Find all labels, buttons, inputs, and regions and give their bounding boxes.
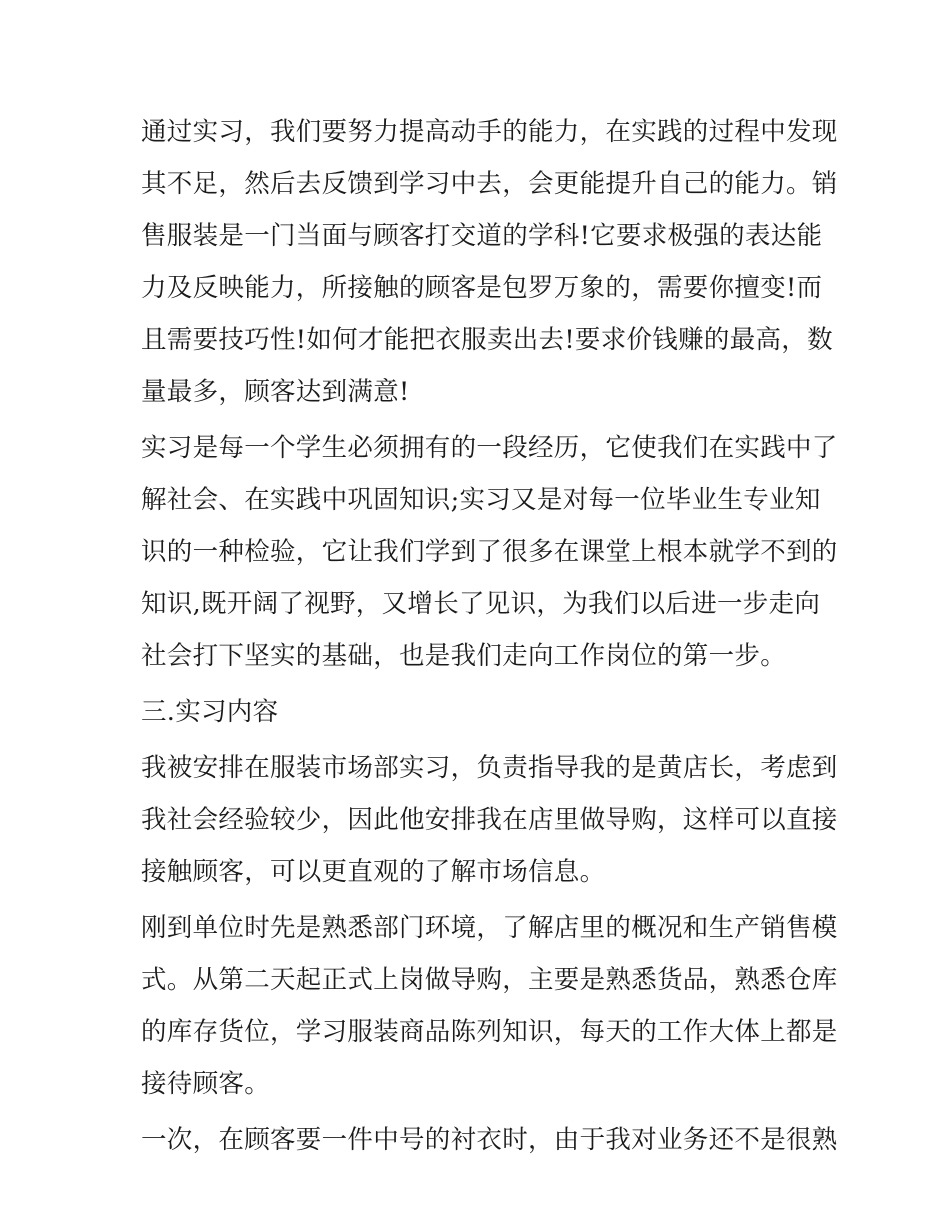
text-line: 我被安排在服装市场部实习，负责指导我的是黄店长，考虑到 bbox=[141, 753, 838, 783]
paragraph-internship-ability bbox=[141, 106, 838, 418]
text-line: 力及反映能力，所接触的顾客是包罗万象的，需要你擅变!而 bbox=[141, 273, 823, 303]
text-line: 识的一种检验，它让我们学到了很多在课堂上根本就学不到的 bbox=[141, 537, 838, 567]
section-heading bbox=[141, 686, 813, 738]
text-line: 接待顾客。 bbox=[141, 1069, 271, 1099]
text-line: 社会打下坚实的基础，也是我们走向工作岗位的第一步。 bbox=[141, 641, 787, 671]
text-line: 通过实习，我们要努力提高动手的能力，在实践的过程中发现 bbox=[141, 117, 838, 147]
paragraph-assignment bbox=[141, 742, 838, 898]
text-line: 其不足，然后去反馈到学习中去，会更能提升自己的能力。销 bbox=[141, 169, 838, 199]
text-line: 解社会、在实践中巩固知识;实习又是对每一位毕业生专业知 bbox=[141, 485, 821, 515]
heading-line: 三.实习内容 bbox=[141, 697, 279, 727]
text-line: 且需要技巧性!如何才能把衣服卖出去!要求价钱赚的最高，数 bbox=[141, 325, 833, 355]
paragraph-internship-experience bbox=[141, 422, 838, 682]
text-line: 量最多，顾客达到满意! bbox=[141, 377, 410, 407]
text-line: 知识,既开阔了视野，又增长了见识，为我们以后进一步走向 bbox=[141, 589, 821, 619]
text-line: 我社会经验较少，因此他安排我在店里做导购，这样可以直接 bbox=[141, 805, 838, 835]
text-line: 一次，在顾客要一件中号的衬衣时，由于我对业务还不是很熟 bbox=[141, 1125, 838, 1155]
text-line: 接触顾客，可以更直观的了解市场信息。 bbox=[141, 857, 606, 887]
paragraph-first-days bbox=[141, 902, 838, 1110]
paragraph-anecdote bbox=[141, 1114, 838, 1166]
text-line: 刚到单位时先是熟悉部门环境，了解店里的概况和生产销售模 bbox=[141, 913, 838, 943]
text-line: 售服装是一门当面与顾客打交道的学科!它要求极强的表达能 bbox=[141, 221, 823, 251]
text-line: 实习是每一个学生必须拥有的一段经历，它使我们在实践中了 bbox=[141, 433, 838, 463]
document-body bbox=[141, 106, 838, 1170]
text-line: 式。从第二天起正式上岗做导购，主要是熟悉货品，熟悉仓库 bbox=[141, 965, 838, 995]
text-line: 的库存货位，学习服装商品陈列知识，每天的工作大体上都是 bbox=[141, 1017, 838, 1047]
